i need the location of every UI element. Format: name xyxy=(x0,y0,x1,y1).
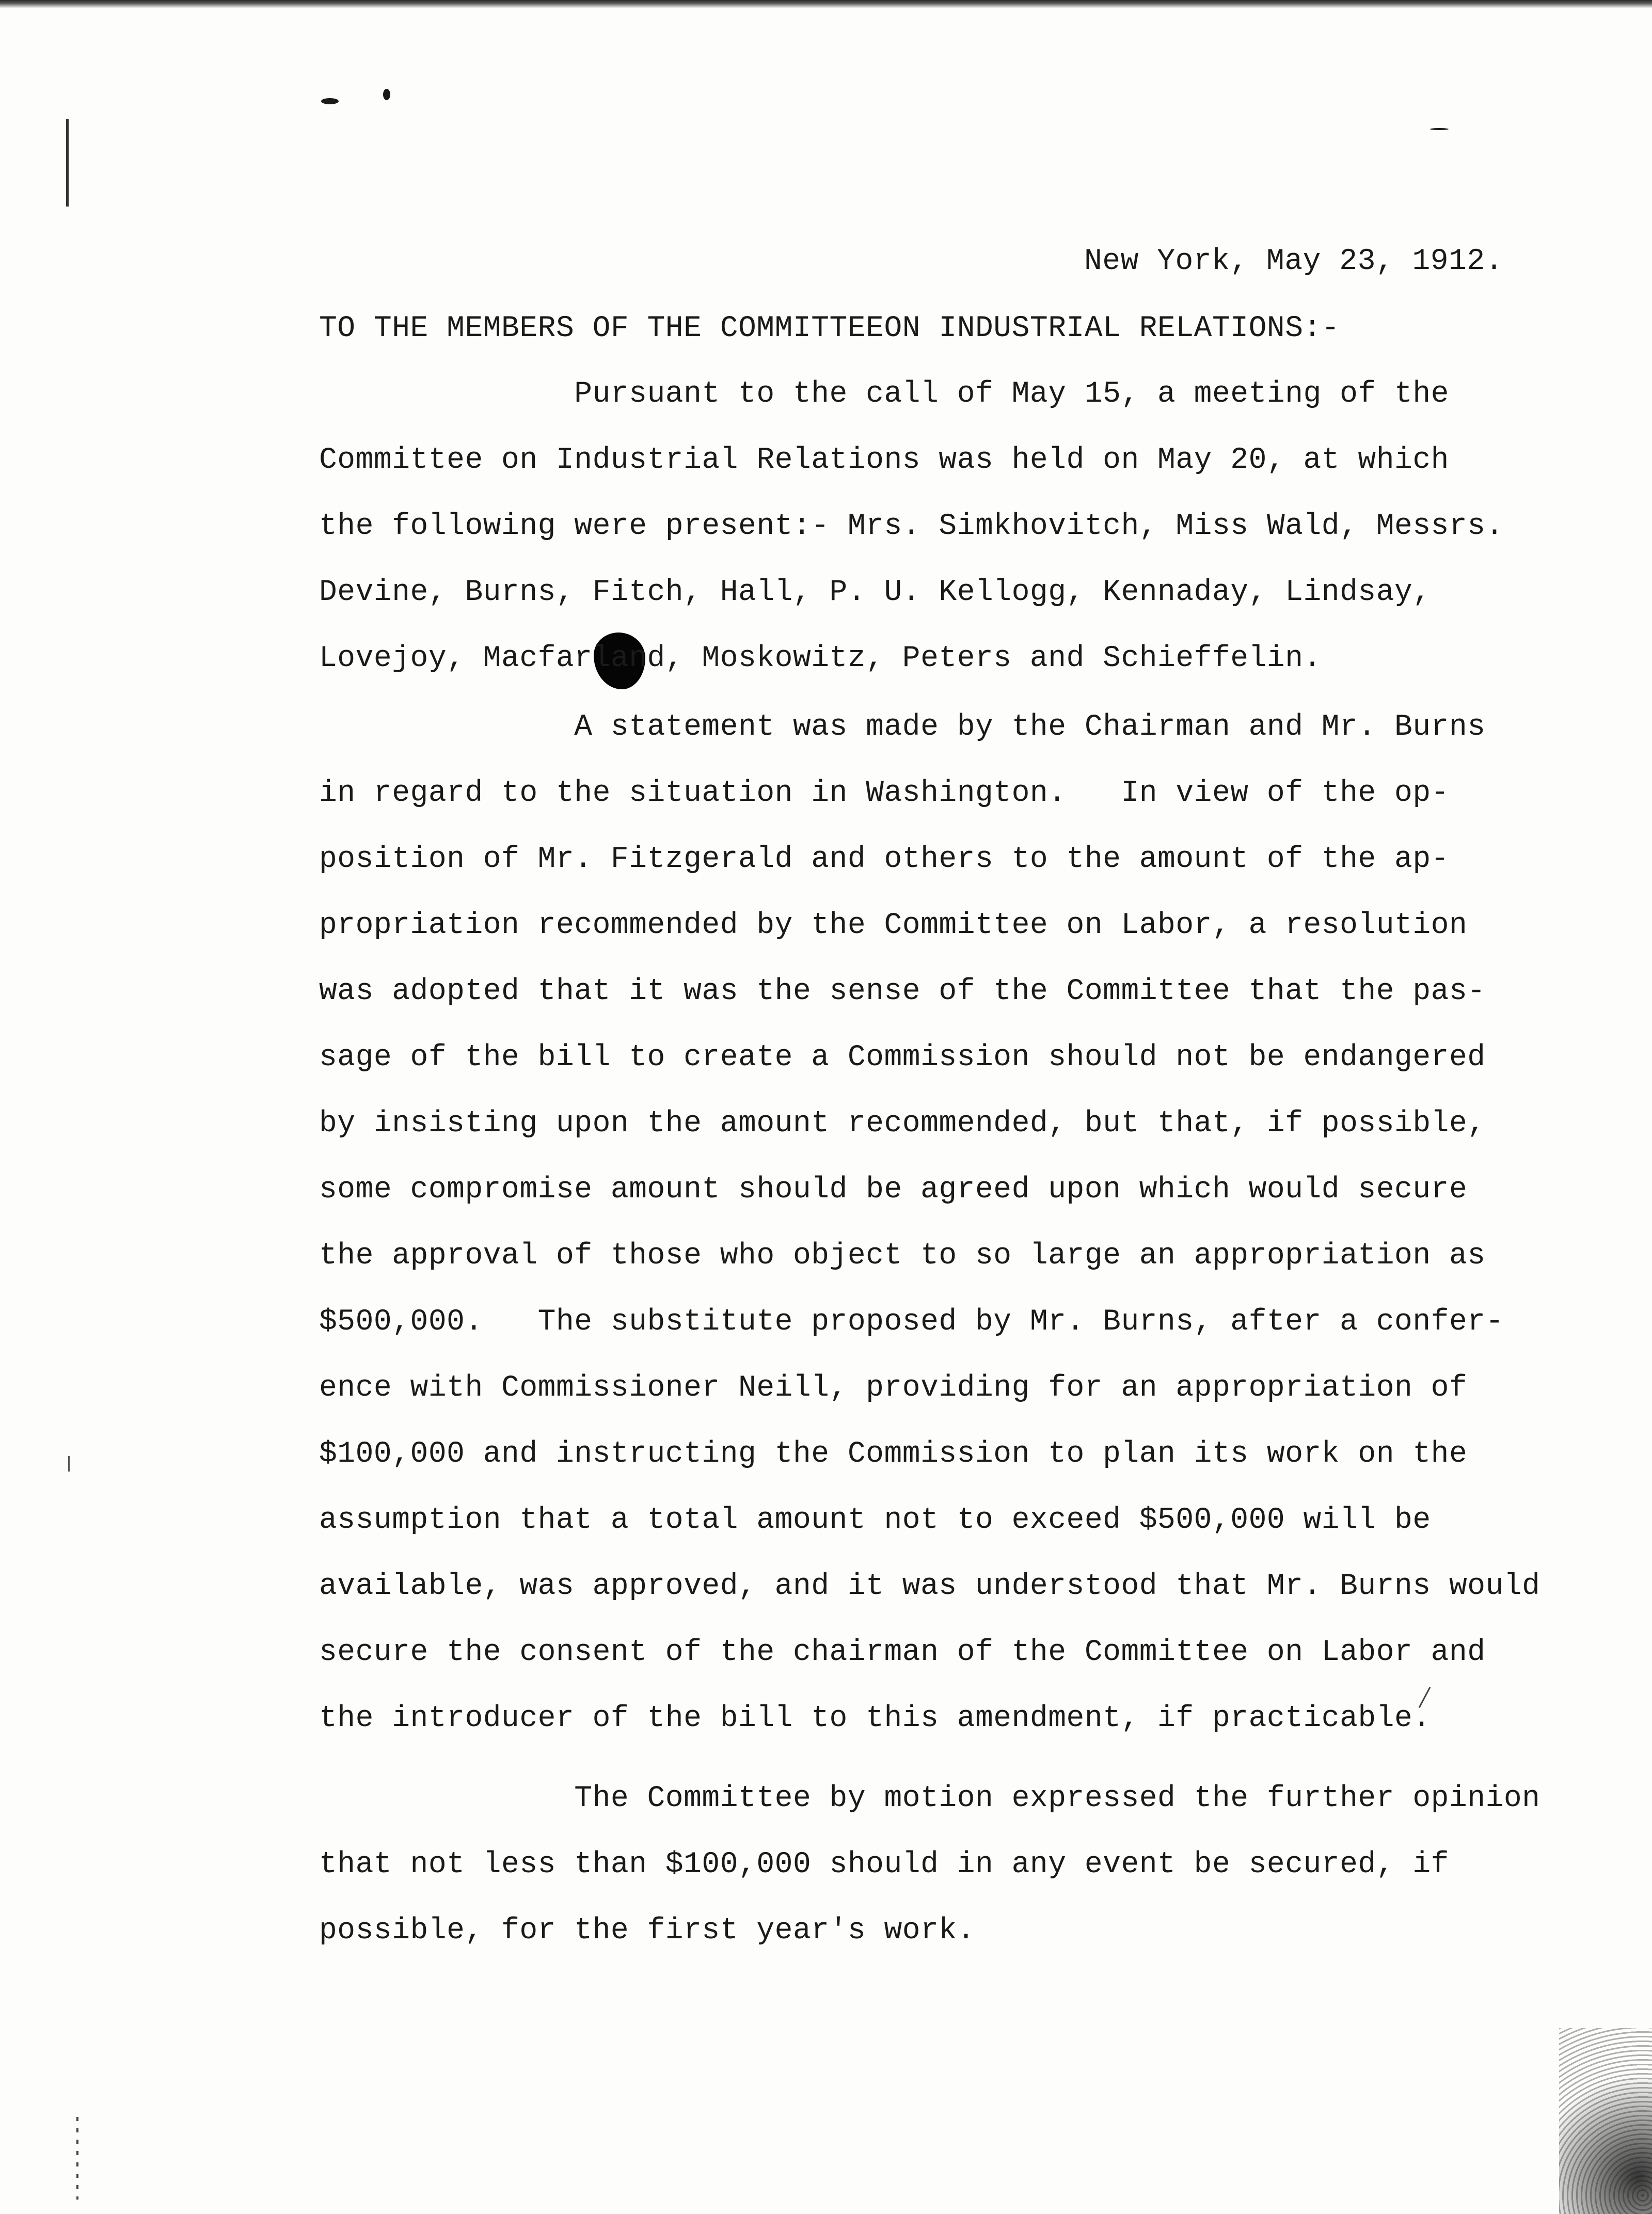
text-line: Lovejoy, Macfarland, Moskowitz, Peters and Schieffelin. xyxy=(319,642,1322,675)
text-line: propriation recommended by the Committee on Labor, a resolution xyxy=(319,909,1468,942)
ink-speck xyxy=(321,98,339,104)
text-line: $500,000. The substitute proposed by Mr. Burns, after a confer- xyxy=(319,1305,1504,1339)
scan-margin-tick xyxy=(68,1456,70,1472)
text-line: was adopted that it was the sense of the Committee that the pas- xyxy=(319,975,1486,1008)
text-line: Pursuant to the call of May 15, a meeting of the xyxy=(319,377,1449,411)
letter-salutation: TO THE MEMBERS OF THE COMMITTEEON INDUSTRIAL RELATIONS:- xyxy=(319,312,1340,345)
text-line: some compromise amount should be agreed upon which would secure xyxy=(319,1173,1468,1207)
text-line: $100,000 and instructing the Commission to plan its work on the xyxy=(319,1437,1468,1471)
scan-margin-mark xyxy=(66,119,69,207)
text-line: in regard to the situation in Washington. In view of the op- xyxy=(319,777,1449,810)
text-line: ence with Commissioner Neill, providing for an appropriation of xyxy=(319,1371,1468,1405)
text-line: A statement was made by the Chairman and Mr. Burns xyxy=(319,710,1486,744)
ink-speck xyxy=(1430,128,1449,130)
scan-margin-dots xyxy=(76,2117,78,2200)
text-line: assumption that a total amount not to exceed $500,000 will be xyxy=(319,1504,1431,1537)
text-line: the approval of those who object to so large an appropriation as xyxy=(319,1239,1486,1273)
ink-speck xyxy=(383,89,390,100)
text-line: position of Mr. Fitzgerald and others to the amount of the ap- xyxy=(319,843,1449,876)
scan-corner-noise xyxy=(1559,2028,1652,2214)
text-line: secure the consent of the chairman of the Committee on Labor and xyxy=(319,1636,1486,1669)
text-line: that not less than $100,000 should in any event be secured, if xyxy=(319,1848,1449,1881)
text-line: the following were present:- Mrs. Simkhovitch, Miss Wald, Messrs. xyxy=(319,510,1504,543)
letter-date: New York, May 23, 1912. xyxy=(1084,245,1504,278)
text-line: the introducer of the bill to this amendment, if practicable. xyxy=(319,1702,1431,1735)
text-line: The Committee by motion expressed the further opinion xyxy=(319,1782,1540,1815)
text-line: sage of the bill to create a Commission should not be endangered xyxy=(319,1041,1486,1074)
text-line: Devine, Burns, Fitch, Hall, P. U. Kellogg, Kennaday, Lindsay, xyxy=(319,576,1431,609)
scan-top-edge xyxy=(0,0,1652,8)
text-line: Committee on Industrial Relations was held on May 20, at which xyxy=(319,444,1449,477)
text-line: by insisting upon the amount recommended, but that, if possible, xyxy=(319,1107,1486,1141)
text-line: available, was approved, and it was understood that Mr. Burns would xyxy=(319,1570,1540,1603)
text-line: possible, for the first year's work. xyxy=(319,1914,976,1948)
